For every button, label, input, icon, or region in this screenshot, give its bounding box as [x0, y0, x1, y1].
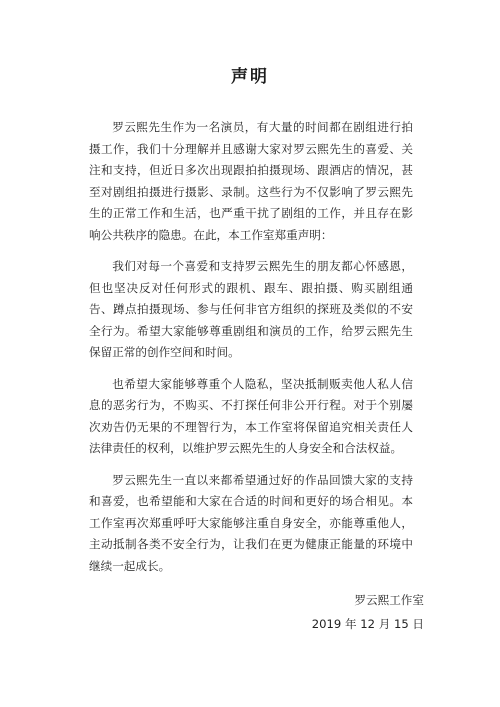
signature-organization: 罗云熙工作室 [354, 593, 424, 607]
statement-paragraph-1: 罗云熙先生作为一名演员，有大量的时间都在剧组进行拍摄工作，我们十分理解并且感谢大家对罗云熙先生的喜爱、关注和支持，但近日多次出现跟拍拍摄现场、跟酒店的情况，甚至对剧组拍摄进行摄影、录制。这些行为不仅影响了罗云熙先生的正常工作和生活，也严重干扰了剧组的工作，并且存在影响公共秩序的隐患。在此，本工作室郑重声明： [89, 120, 413, 242]
statement-paragraph-3: 也希望大家能够尊重个人隐私，坚决抵制贩卖他人私人信息的恶劣行为，不购买、不打探任何非公开行程。对于个别屡次劝告仍无果的不理智行为，本工作室将保留追究相关责任人法律责任的权利，以维护罗云熙先生的人身安全和合法权益。 [89, 376, 413, 455]
statement-body [89, 117, 413, 587]
signature-date: 2019 年 12 月 15 日 [311, 617, 424, 631]
statement-paragraph-4: 罗云熙先生一直以来都希望通过好的作品回馈大家的支持和喜爱，也希望能和大家在合适的时间和更好的场合相见。本工作室再次郑重呼吁大家能够注重自身安全，亦能尊重他人，主动抵制各类不安全行为，让我们在更为健康正能量的环境中继续一起成长。 [89, 472, 413, 573]
statement-title: 声明 [231, 67, 269, 87]
statement-paragraph-2: 我们对每一个喜爱和支持罗云熙先生的朋友都心怀感恩，但也坚决反对任何形式的跟机、跟车、跟拍摄、购买剧组通告、蹲点拍摄现场、参与任何非官方组织的探班及类似的不安全行为。希望大家能够尊重剧组和演员的工作，给罗云熙先生保留正常的创作空间和时间。 [89, 259, 413, 359]
